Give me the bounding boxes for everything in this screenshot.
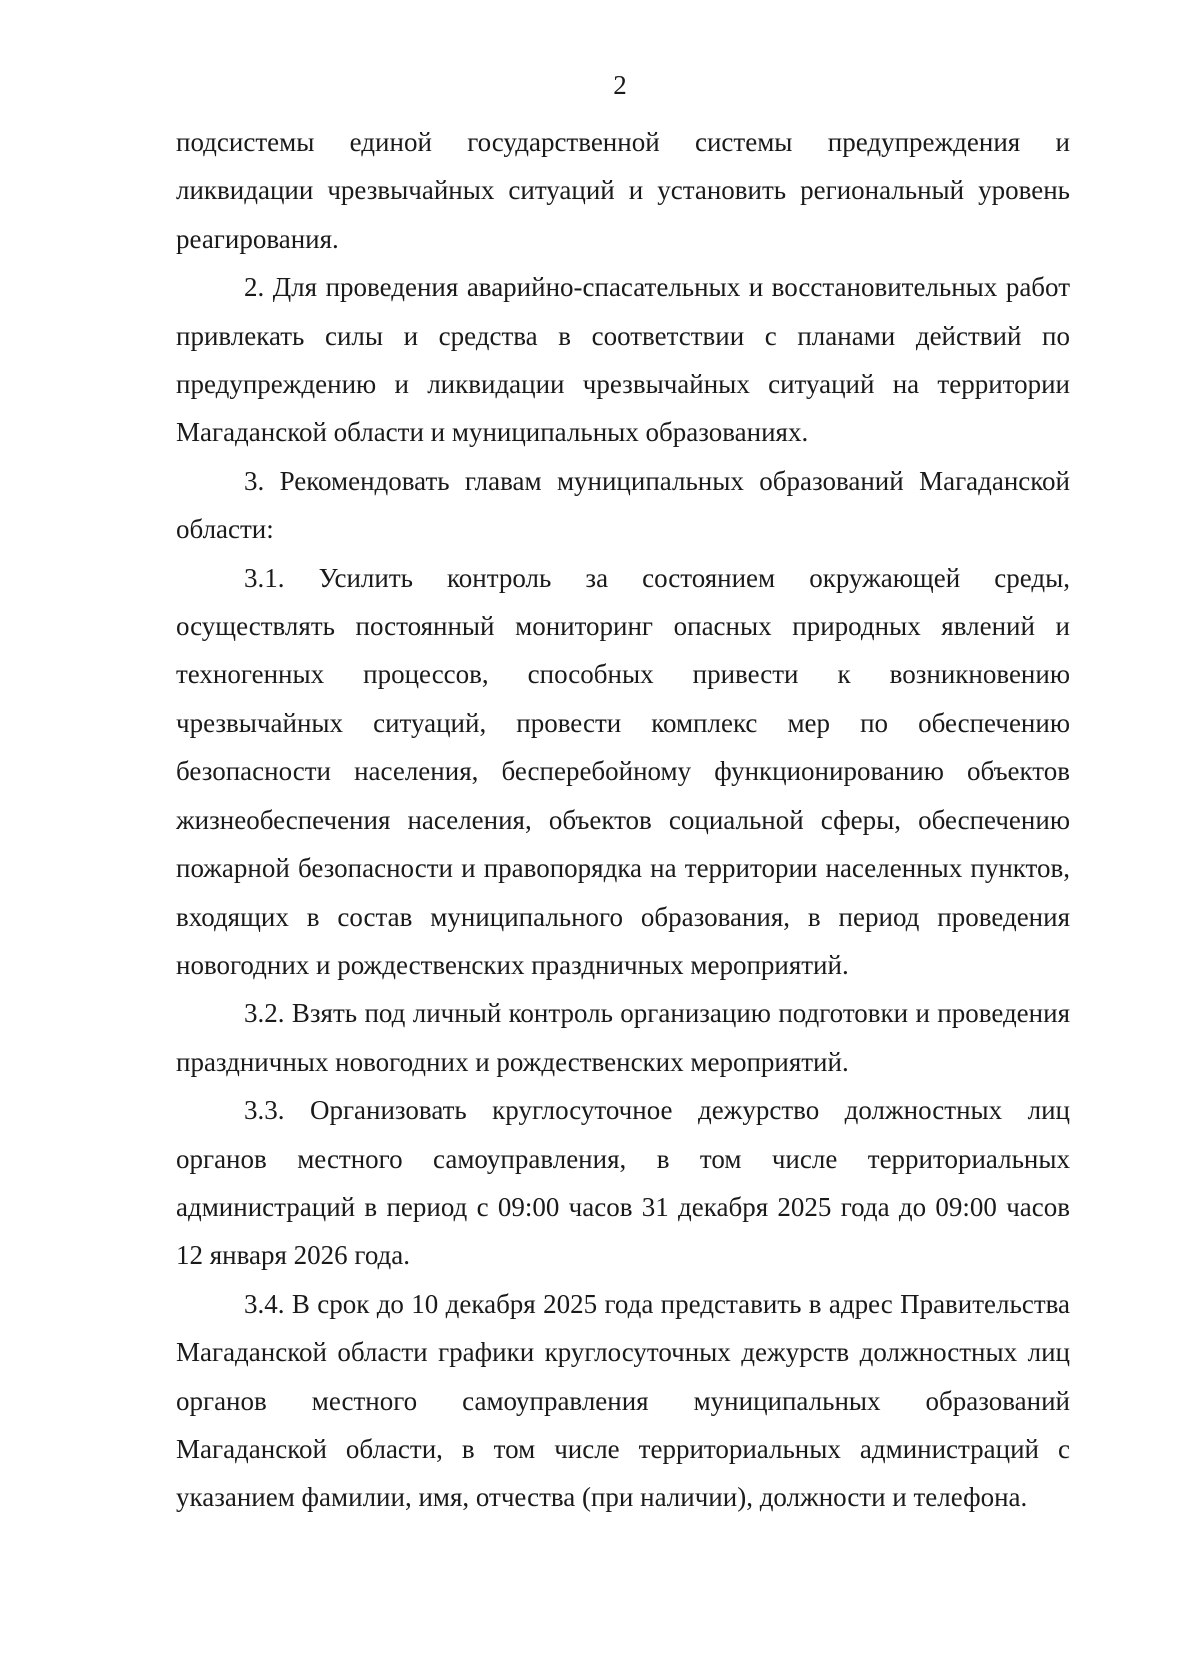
paragraph-3-3: 3.3. Организовать круглосуточное дежурство должностных лиц органов местного самоуправления, в том числе территориальных администраций в период с 09:00 часов 31 декабря 2025 года до 09:00 часов 12 января 2026 года. (176, 1095, 1070, 1271)
paragraph-3: 3. Рекомендовать главам муниципальных образований Магаданской области: (176, 465, 1070, 545)
paragraph-3-1: 3.1. Усилить контроль за состоянием окружающей среды, осуществлять постоянный мониторинг опасных природных явлений и техногенных процессов, способных привести к возникновению чрезвычайных ситуаций, провести комплекс мер по обеспечению безопасности населения, бесперебойному функционированию объектов жизнеобеспечения населения, объектов социальной сферы, обеспечению пожарной безопасности и правопорядка на территории населенных пунктов, входящих в состав муниципального образования, в период проведения новогодних и рождественских праздничных мероприятий. (176, 562, 1070, 980)
document-body (176, 118, 1070, 1522)
paragraph-3-2: 3.2. Взять под личный контроль организацию подготовки и проведения праздничных новогодних и рождественских мероприятий. (176, 998, 1070, 1077)
paragraph-3-4: 3.4. В срок до 10 декабря 2025 года представить в адрес Правительства Магаданской области графики круглосуточных дежурств должностных лиц органов местного самоуправления муниципальных образований Магаданской области, в том числе территориальных администраций с указанием фамилии, имя, отчества (при наличии), должности и телефона. (176, 1288, 1070, 1513)
paragraph-2: 2. Для проведения аварийно-спасательных и восстановительных работ привлекать силы и средства в соответствии с планами действий по предупреждению и ликвидации чрезвычайных ситуаций на территории Магаданской области и муниципальных образованиях. (176, 272, 1070, 448)
page-number: 2 (613, 70, 627, 100)
paragraph-continued: подсистемы единой государственной системы предупреждения и ликвидации чрезвычайных ситуаций и установить региональный уровень реагирования. (176, 127, 1070, 254)
